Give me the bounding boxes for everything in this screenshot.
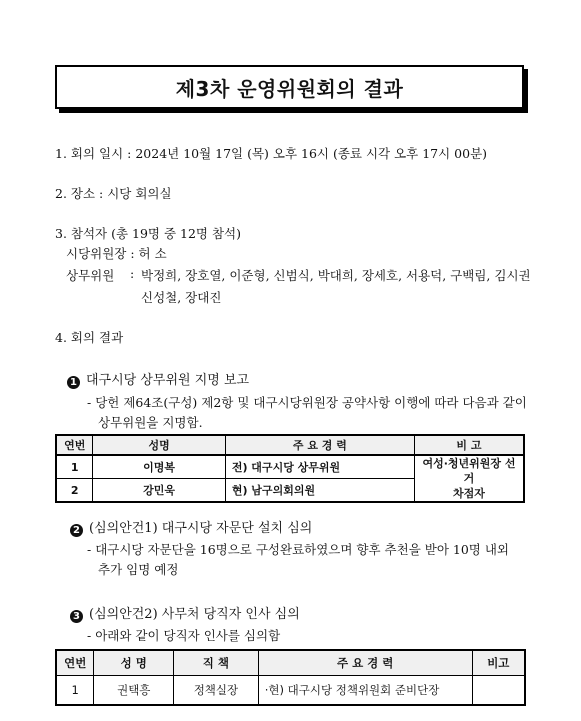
row-career: 전) 대구시당 상무위원 <box>225 455 414 479</box>
table-header-row <box>56 435 524 455</box>
col-remark: 비고 <box>472 650 525 676</box>
results-heading: 4. 회의 결과 <box>55 330 124 345</box>
col-position: 직 책 <box>174 650 259 676</box>
attendees-heading: 3. 참석자 (총 19명 중 12명 참석) <box>55 226 242 241</box>
item-3-desc-1: - 아래와 같이 당직자 인사를 심의함 <box>87 628 281 643</box>
row-career: 현) 남구의회의원 <box>225 479 414 503</box>
members-label: 상무위원 <box>66 268 115 283</box>
col-name: 성 명 <box>94 650 174 676</box>
row-name: 이명복 <box>93 455 225 479</box>
row-remark <box>414 455 524 502</box>
item-1-title: 대구시당 상무위원 지명 보고 <box>86 373 250 388</box>
item-3-heading <box>70 603 300 623</box>
table-row <box>56 676 525 706</box>
row-name: 권택흥 <box>94 676 174 706</box>
col-career: 주 요 경 력 <box>225 435 414 455</box>
item-2-desc-1: - 대구시당 자문단을 16명으로 구성완료하였으며 향후 추천을 받아 10명 내외 <box>87 542 509 557</box>
item-2-heading <box>70 517 312 537</box>
item-3-title: (심의안건2) 사무처 당직자 인사 심의 <box>89 607 300 622</box>
members-line-2: 신성철, 장대진 <box>141 290 222 305</box>
members-line-1: 박정희, 장호열, 이준형, 신범식, 박대희, 장세호, 서용덕, 구백림, 김시권 <box>141 268 531 283</box>
personnel-table <box>55 649 526 706</box>
col-remark: 비 고 <box>414 435 524 455</box>
chair-line: 시당위원장 : 허 소 <box>66 246 167 261</box>
col-name: 성명 <box>93 435 225 455</box>
meeting-location: 2. 장소 : 시당 회의실 <box>55 186 172 201</box>
appointment-table <box>55 434 525 503</box>
table-header-row <box>56 650 525 676</box>
item-2-title: (심의안건1) 대구시당 자문단 설치 심의 <box>89 521 313 536</box>
col-career: 주 요 경 력 <box>258 650 472 676</box>
col-no: 연번 <box>56 435 93 455</box>
table-row <box>56 455 524 479</box>
row-career: ·현) 대구시당 정책위원회 준비단장 <box>258 676 472 706</box>
row-name: 강민욱 <box>93 479 225 503</box>
item-1-desc-2: 상무위원을 지명함. <box>98 415 203 430</box>
members-colon: : <box>130 266 135 281</box>
number-circle-icon: 2 <box>70 524 83 537</box>
document-title: 제3차 운영위원회의 결과 <box>175 76 404 101</box>
item-1-desc-1: - 당헌 제64조(구성) 제2항 및 대구시당위원장 공약사항 이행에 따라 다음과 같이 <box>87 395 527 410</box>
row-remark <box>472 676 525 706</box>
document-title-box <box>55 65 524 109</box>
remark-line-2: 차점자 <box>453 487 485 500</box>
row-no: 1 <box>56 455 93 479</box>
row-no: 1 <box>56 676 94 706</box>
remark-line-1: 여성·청년위원장 선거 <box>422 457 516 485</box>
meeting-datetime: 1. 회의 일시 : 2024년 10월 17일 (목) 오후 16시 (종료 시각 오후 17시 00분) <box>55 146 488 161</box>
row-position: 정책실장 <box>174 676 259 706</box>
number-circle-icon: 1 <box>67 376 80 389</box>
col-no: 연번 <box>56 650 94 676</box>
number-circle-icon: 3 <box>70 610 83 623</box>
item-1-heading <box>67 369 249 389</box>
row-no: 2 <box>56 479 93 503</box>
item-2-desc-2: 추가 임명 예정 <box>98 562 179 577</box>
